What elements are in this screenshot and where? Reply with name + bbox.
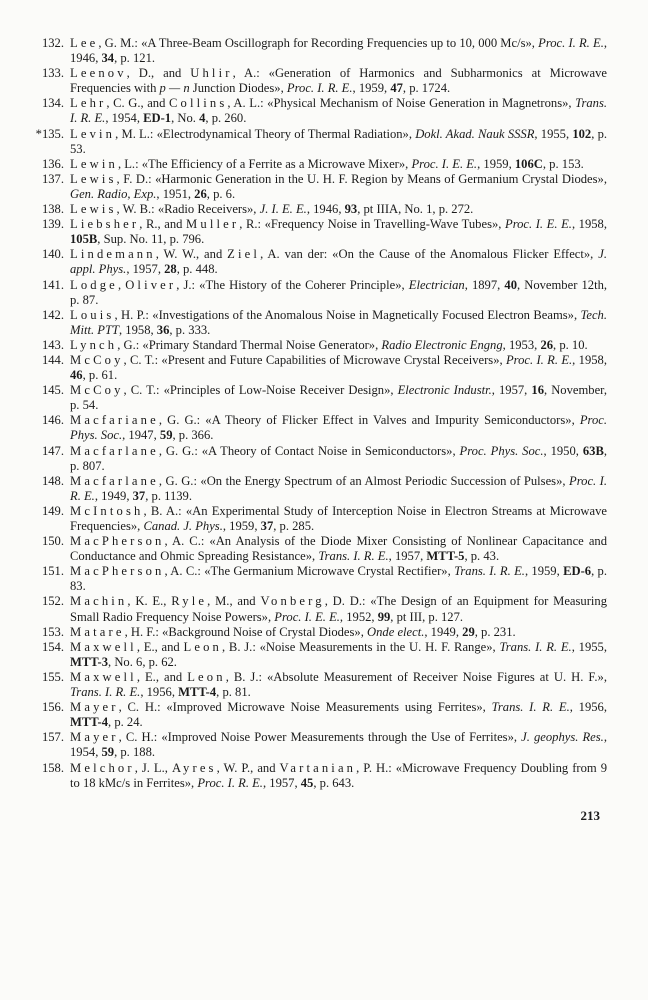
entry-number: 154. (41, 639, 64, 654)
entry-number: 148. (41, 473, 64, 488)
entry-number: 139. (41, 217, 64, 232)
entry-text: MacPherson, A. C.: «An Analysis of the Diode Mixer Consisting of Nonlinear Capacitance and Conductance and Ohmic Spreading Resistance», Trans. I. R. E., 1957, MTT-5, p. 43. (70, 534, 607, 564)
reference-entry (26, 504, 607, 534)
entry-number: 145. (41, 383, 64, 398)
reference-entry (26, 338, 607, 353)
entry-number: 153. (41, 624, 64, 639)
entry-number: 140. (41, 247, 64, 262)
entry-text: McCoy, C. T.: «Principles of Low-Noise Receiver Design», Electronic Industr., 1957, 16, November, p. 54. (70, 383, 607, 413)
reference-entry (26, 66, 607, 96)
reference-entry (26, 640, 607, 670)
entry-text: McIntosh, B. A.: «An Experimental Study of Interception Noise in Electron Streams at Microwave Frequencies», Canad. J. Phys., 1959, 37, p. 285. (70, 503, 607, 533)
entry-text: Macfariane, G. G.: «A Theory of Flicker Effect in Valves and Impurity Semiconductors», Proc. Phys. Soc., 1947, 59, p. 366. (70, 413, 607, 443)
reference-list (26, 36, 607, 791)
reference-entry (26, 564, 607, 594)
reference-entry (26, 36, 607, 66)
entry-text: Lehr, C. G., and Collins, A. L.: «Physical Mechanism of Noise Generation in Magnetrons», Trans. I. R. E., 1954, ED-1, No. 4, p. 260. (70, 96, 607, 126)
entry-number: *135. (35, 126, 64, 141)
entry-number: 152. (41, 594, 64, 609)
reference-entry (26, 700, 607, 730)
reference-entry (26, 534, 607, 564)
entry-number: 136. (41, 156, 64, 171)
reference-entry (26, 96, 607, 126)
reference-entry (26, 670, 607, 700)
entry-text: Lodge, Oliver, J.: «The History of the Coherer Principle», Electrician, 1897, 40, November 12th, p. 87. (70, 277, 608, 307)
entry-number: 134. (41, 96, 64, 111)
entry-number: 132. (41, 36, 64, 50)
entry-number: 143. (41, 337, 64, 352)
entry-text: Lewin, L.: «The Efficiency of a Ferrite as a Microwave Mixer», Proc. I. E. E., 1959, 106C, p. 153. (70, 156, 584, 171)
entry-number: 156. (41, 700, 64, 715)
entry-text: McCoy, C. T.: «Present and Future Capabilities of Microwave Crystal Receivers», Proc. I. R. E., 1958, 46, p. 61. (70, 352, 607, 383)
entry-text: Melchor, J. L., Ayres, W. P., and Vartanian, P. H.: «Microwave Frequency Doubling from 9 to 18 kMc/s in Ferrites», Proc. I. R. E., 1957, 45, p. 643. (70, 760, 607, 790)
reference-entry (26, 308, 607, 338)
entry-text: Matare, H. F.: «Background Noise of Crystal Diodes», Onde elect., 1949, 29, p. 231. (70, 624, 516, 639)
reference-entry (26, 247, 607, 277)
entry-number: 137. (41, 171, 64, 186)
reference-entry (26, 157, 607, 172)
entry-number: 157. (41, 730, 64, 745)
entry-text: Liebsher, R., and Muller, R.: «Frequency Noise in Travelling-Wave Tubes», Proc. I. E. E., 1958, 105B, Sup. No. 11, p. 796. (70, 217, 608, 247)
reference-entry (26, 444, 607, 474)
page-number: 213 (580, 807, 600, 823)
entry-text: Maxwell, E., and Leon, B. J.: «Noise Measurements in the U. H. F. Range», Trans. I. R. E., 1955, MTT-3, No. 6, p. 62. (70, 639, 607, 669)
entry-number: 155. (41, 669, 64, 684)
reference-entry (26, 474, 607, 504)
reference-entry (26, 413, 607, 443)
reference-entry (26, 202, 607, 217)
entry-text: Mayer, C. H.: «Improved Noise Power Measurements through the Use of Ferrites», J. geophys. Res., 1954, 59, p. 188. (70, 730, 607, 760)
reference-entry (26, 217, 607, 247)
entry-text: Levin, M. L.: «Electrodynamical Theory of Thermal Radiation», Dokl. Akad. Nauk SSSR, 1955, 102, p. 53. (70, 126, 608, 156)
entry-number: 133. (41, 66, 64, 81)
entry-number: 146. (41, 413, 64, 428)
reference-entry (26, 353, 607, 383)
entry-text: Lewis, F. D.: «Harmonic Generation in the U. H. F. Region by Means of Germanium Crystal Diodes», Gen. Radio, Exp., 1951, 26, p. 6. (70, 171, 607, 201)
entry-text: Machin, K. E., Ryle, M., and Vonberg, D. D.: «The Design of an Equipment for Measuring Small Radio Frequency Noise Powers», Proc. I. E. E., 1952, 99, pt III, p. 127. (70, 594, 607, 624)
entry-text: Louis, H. P.: «Investigations of the Anomalous Noise in Magnetically Focused Electron Beams», Tech. Mitt. PTT, 1958, 36, p. 333. (70, 307, 607, 337)
entry-text: Mayer, C. H.: «Improved Microwave Noise Measurements using Ferrites», Trans. I. R. E., 1956, MTT-4, p. 24. (70, 700, 607, 730)
entry-number: 142. (41, 307, 64, 322)
reference-entry (26, 278, 607, 308)
entry-number: 138. (41, 202, 64, 217)
reference-entry (26, 383, 607, 413)
entry-number: 149. (41, 503, 64, 518)
reference-entry (26, 127, 607, 157)
entry-text: Macfarlane, G. G.: «A Theory of Contact Noise in Semiconductors», Proc. Phys. Soc., 1950, 63B, p. 807. (70, 443, 608, 473)
reference-entry (26, 594, 607, 624)
entry-text: Maxwell, E., and Leon, B. J.: «Absolute Measurement of Receiver Noise Figures at U. H. F.», Trans. I. R. E., 1956, MTT-4, p. 81. (70, 669, 607, 700)
entry-text: Lee, G. M.: «A Three-Beam Oscillograph for Recording Frequencies up to 10, 000 Mc/s», Proc. I. R. E., 1946, 34, p. 121. (70, 36, 607, 66)
entry-number: 144. (41, 352, 64, 367)
reference-entry (26, 761, 607, 791)
entry-number: 158. (41, 760, 64, 775)
entry-number: 150. (41, 534, 64, 549)
entry-text: Leenov, D., and Uhlir, A.: «Generation of Harmonics and Subharmonics at Microwave Frequencies with p — n Junction Diodes», Proc. I. R. E., 1959, 47, p. 1724. (70, 66, 607, 96)
entry-number: 147. (41, 443, 64, 458)
entry-number: 151. (41, 564, 64, 579)
reference-entry (26, 172, 607, 202)
entry-text: MacPherson, A. C.: «The Germanium Microwave Crystal Rectifier», Trans. I. R. E., 1959, ED-6, p. 83. (70, 564, 607, 594)
reference-entry (26, 730, 607, 760)
entry-number: 141. (41, 277, 64, 292)
entry-text: Macfarlane, G. G.: «On the Energy Spectrum of an Almost Periodic Succession of Pulses», Proc. I. R. E., 1949, 37, p. 1139. (70, 473, 607, 503)
reference-entry (26, 625, 607, 640)
entry-text: Lindemann, W. W., and Ziel, A. van der: «On the Cause of the Anomalous Flicker Effect», J. appl. Phys., 1957, 28, p. 448. (70, 247, 607, 277)
entry-text: Lynch, G.: «Primary Standard Thermal Noise Generator», Radio Electronic Engng, 1953, 26, p. 10. (70, 337, 588, 352)
entry-text: Lewis, W. B.: «Radio Receivers», J. I. E. E., 1946, 93, pt IIIA, No. 1, p. 272. (70, 202, 474, 217)
